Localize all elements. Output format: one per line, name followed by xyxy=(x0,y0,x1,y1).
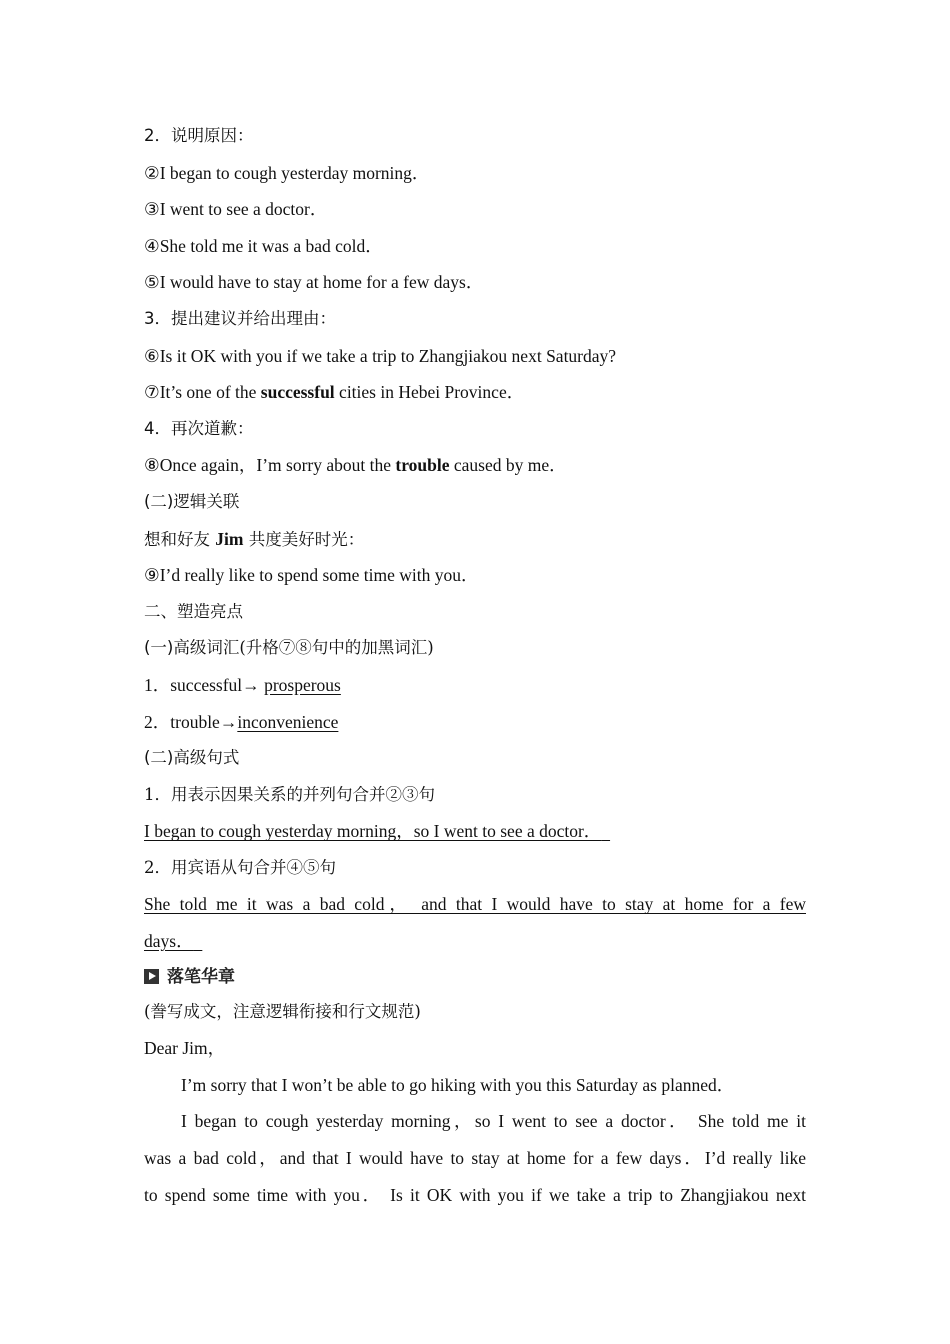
reason-sentence-2: ②I began to cough yesterday morning． xyxy=(144,162,430,183)
logic-sentence-9: ⑨I’d really like to spend some time with you． xyxy=(144,565,479,586)
logic-section-title: (二)逻辑关联 xyxy=(144,491,240,511)
sentence-task-1: 1．用表示因果关系的并列句合并②③句 xyxy=(144,784,435,804)
play-triangle-icon xyxy=(144,969,159,984)
sentence-task-2: 2．用宾语从句合并④⑤句 xyxy=(144,857,336,877)
letter-paragraph-2-line2: was a bad cold，and that I would have to stay at home for a few days．I’d really like xyxy=(144,1148,806,1169)
section-apology-title: 4．再次道歉： xyxy=(144,418,254,438)
letter-paragraph-1: I’m sorry that I won’t be able to go hiking with you this Saturday as planned． xyxy=(181,1074,735,1095)
letter-paragraph-2-line1: I began to cough yesterday morning，so I went to see a doctor． She told me it xyxy=(181,1111,806,1132)
document-page xyxy=(144,118,806,1213)
apology-sentence-8: ⑧Once again，I’m sorry about the trouble caused by me． xyxy=(144,455,567,476)
vocab-section-title: (一)高级词汇(升格⑦⑧句中的加黑词汇) xyxy=(144,638,434,658)
vocab-item-2: 2．trouble→inconvenience xyxy=(144,711,339,732)
sentence-answer-1: I began to cough yesterday morning，so I went to see a doctor． xyxy=(144,821,602,842)
answer-inconvenience: inconvenience xyxy=(237,711,339,732)
vocab-item-1: 1．successful→ prosperous xyxy=(144,674,341,695)
suggestion-sentence-6: ⑥Is it OK with you if we take a trip to Zhangjiakou next Saturday? xyxy=(144,345,617,366)
final-writing-title: 落笔华章 xyxy=(167,966,235,987)
section-suggestion-title: 3．提出建议并给出理由： xyxy=(144,308,336,328)
letter-paragraph-2-line3: to spend some time with you． Is it OK with you if we take a trip to Zhangjiakou next xyxy=(144,1184,806,1205)
logic-subtitle: 想和好友 Jim 共度美好时光： xyxy=(144,528,365,549)
section-reasons-title: 2．说明原因： xyxy=(144,126,254,145)
answer-prosperous: prosperous xyxy=(264,674,341,695)
bold-word-trouble: trouble xyxy=(395,455,450,476)
reason-sentence-4: ④She told me it was a bad cold． xyxy=(144,235,383,256)
sentence-answer-2-line2: days． xyxy=(144,931,194,952)
reason-sentence-3: ③I went to see a doctor． xyxy=(144,199,328,220)
final-writing-note: (誊写成文，注意逻辑衔接和行文规范) xyxy=(144,1001,421,1021)
suggestion-sentence-7: ⑦It’s one of the successful cities in Hebei Province． xyxy=(144,382,525,403)
bold-word-successful: successful xyxy=(260,382,335,403)
final-writing-header xyxy=(144,960,806,994)
sentence-answer-2-line1: She told me it was a bad cold， and that I would have to stay at home for a few xyxy=(144,894,806,915)
reason-sentence-5: ⑤I would have to stay at home for a few days． xyxy=(144,272,484,293)
letter-greeting: Dear Jim， xyxy=(144,1038,226,1059)
sentence-section-title: (二)高级句式 xyxy=(144,748,240,768)
highlight-section-title: 二、塑造亮点 xyxy=(144,601,243,621)
